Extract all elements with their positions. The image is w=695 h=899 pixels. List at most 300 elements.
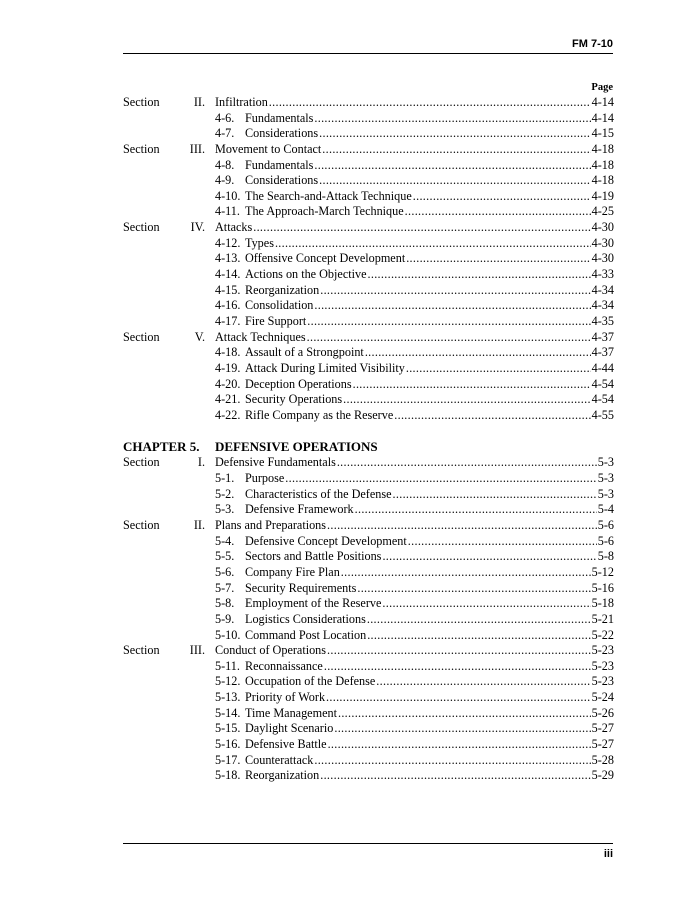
item-page: 5-26 bbox=[591, 705, 614, 720]
toc-item-row bbox=[123, 126, 614, 142]
item-entry bbox=[215, 158, 614, 174]
toc-item-row bbox=[123, 158, 614, 174]
item-number: 5-9. bbox=[215, 611, 235, 626]
item-title: Defensive Battle bbox=[245, 736, 327, 751]
section-page: 5-23 bbox=[591, 643, 614, 658]
item-page: 4-34 bbox=[591, 282, 614, 297]
item-entry bbox=[215, 612, 614, 628]
toc-item-row bbox=[123, 298, 614, 314]
footer-rule bbox=[123, 843, 613, 844]
item-page: 5-28 bbox=[591, 752, 614, 767]
item-page: 4-18 bbox=[591, 157, 614, 172]
dot-leader bbox=[275, 236, 591, 252]
item-title: Daylight Scenario bbox=[245, 721, 334, 736]
dot-leader bbox=[355, 502, 597, 518]
item-number: 5-17. bbox=[215, 752, 241, 767]
dot-leader bbox=[285, 471, 596, 487]
item-entry bbox=[215, 298, 614, 314]
dot-leader bbox=[353, 377, 591, 393]
item-number: 4-6. bbox=[215, 110, 235, 125]
table-of-contents bbox=[123, 95, 614, 784]
dot-leader bbox=[327, 643, 591, 659]
toc-item-row bbox=[123, 189, 614, 205]
item-entry bbox=[215, 204, 614, 220]
document-id: FM 7-10 bbox=[572, 38, 613, 50]
item-page: 4-33 bbox=[591, 267, 614, 282]
item-title: Rifle Company as the Reserve bbox=[245, 407, 394, 422]
dot-leader bbox=[320, 283, 590, 299]
item-entry bbox=[215, 487, 614, 503]
toc-item-row bbox=[123, 236, 614, 252]
item-entry bbox=[215, 314, 614, 330]
toc-item-row bbox=[123, 502, 614, 518]
dot-leader bbox=[367, 612, 591, 628]
item-text bbox=[215, 158, 313, 174]
item-number: 4-12. bbox=[215, 235, 241, 250]
item-entry bbox=[215, 111, 614, 127]
item-entry bbox=[215, 267, 614, 283]
item-title: Defensive Framework bbox=[245, 502, 354, 517]
item-entry bbox=[215, 596, 614, 612]
item-title: Defensive Concept Development bbox=[245, 533, 407, 548]
item-number: 4-19. bbox=[215, 360, 241, 375]
toc-section-row bbox=[123, 220, 614, 236]
item-entry bbox=[215, 189, 614, 205]
item-entry bbox=[215, 345, 614, 361]
section-page: 4-14 bbox=[591, 95, 614, 109]
item-text bbox=[215, 298, 313, 314]
section-label: Section bbox=[123, 455, 160, 470]
item-page: 5-29 bbox=[591, 768, 614, 783]
item-page: 4-18 bbox=[591, 173, 614, 188]
item-number: 4-13. bbox=[215, 251, 241, 266]
dot-leader bbox=[314, 298, 590, 314]
dot-leader bbox=[405, 204, 591, 220]
toc-section-row bbox=[123, 643, 614, 659]
section-page: 5-3 bbox=[597, 455, 614, 470]
toc-item-row bbox=[123, 377, 614, 393]
item-entry bbox=[215, 126, 614, 142]
item-text bbox=[215, 111, 313, 127]
section-entry bbox=[215, 220, 614, 236]
dot-leader bbox=[307, 314, 590, 330]
item-page: 5-4 bbox=[597, 502, 614, 517]
toc-item-row bbox=[123, 204, 614, 220]
dot-leader bbox=[376, 674, 590, 690]
toc-item-row bbox=[123, 690, 614, 706]
dot-leader bbox=[365, 345, 591, 361]
section-title: Plans and Preparations bbox=[215, 518, 327, 533]
toc-item-row bbox=[123, 471, 614, 487]
item-number: 5-13. bbox=[215, 690, 241, 705]
item-page: 5-21 bbox=[591, 611, 614, 626]
toc-section-row bbox=[123, 455, 614, 471]
chapter-spacer bbox=[123, 423, 614, 439]
page-column-heading: Page bbox=[591, 82, 613, 93]
dot-leader bbox=[382, 549, 596, 565]
chapter-title: DEFENSIVE OPERATIONS bbox=[215, 439, 378, 455]
dot-leader bbox=[337, 455, 597, 471]
section-number: III. bbox=[189, 141, 205, 156]
dot-leader bbox=[326, 690, 591, 706]
item-entry bbox=[215, 534, 614, 550]
item-page: 4-14 bbox=[591, 110, 614, 125]
toc-item-row bbox=[123, 581, 614, 597]
section-label: Section bbox=[123, 643, 160, 658]
dot-leader bbox=[320, 768, 590, 784]
item-text bbox=[215, 236, 274, 252]
item-text bbox=[215, 612, 366, 628]
item-title: Purpose bbox=[245, 471, 285, 486]
item-text bbox=[215, 565, 340, 581]
section-number: II. bbox=[193, 95, 205, 109]
toc-item-row bbox=[123, 314, 614, 330]
item-title: Considerations bbox=[245, 126, 319, 141]
toc-item-row bbox=[123, 674, 614, 690]
page-number: iii bbox=[603, 848, 613, 860]
item-text bbox=[215, 690, 325, 706]
item-entry bbox=[215, 377, 614, 393]
section-entry bbox=[215, 455, 614, 471]
item-number: 5-8. bbox=[215, 596, 235, 611]
toc-item-row bbox=[123, 267, 614, 283]
item-text bbox=[215, 377, 352, 393]
item-text bbox=[215, 659, 323, 675]
toc-item-row bbox=[123, 487, 614, 503]
item-title: Consolidation bbox=[245, 298, 314, 313]
item-title: Command Post Location bbox=[245, 627, 367, 642]
toc-item-row bbox=[123, 565, 614, 581]
item-page: 5-16 bbox=[591, 580, 614, 595]
section-label: Section bbox=[123, 220, 160, 235]
item-number: 4-22. bbox=[215, 407, 241, 422]
dot-leader bbox=[314, 158, 590, 174]
dot-leader bbox=[341, 565, 591, 581]
item-page: 4-15 bbox=[591, 126, 614, 141]
section-number: V. bbox=[194, 329, 205, 344]
dot-leader bbox=[338, 706, 591, 722]
item-title: Assault of a Strongpoint bbox=[245, 345, 364, 360]
item-text bbox=[215, 706, 337, 722]
section-entry bbox=[215, 643, 614, 659]
item-page: 4-37 bbox=[591, 345, 614, 360]
section-title: Infiltration bbox=[215, 95, 268, 109]
dot-leader bbox=[322, 142, 590, 158]
dot-leader bbox=[319, 126, 591, 142]
section-number: III. bbox=[189, 643, 205, 658]
item-number: 4-11. bbox=[215, 204, 240, 219]
dot-leader bbox=[314, 111, 590, 127]
dot-leader bbox=[393, 487, 597, 503]
section-entry bbox=[215, 95, 614, 111]
item-number: 4-10. bbox=[215, 188, 241, 203]
item-number: 5-15. bbox=[215, 721, 241, 736]
toc-item-row bbox=[123, 737, 614, 753]
item-number: 4-14. bbox=[215, 267, 241, 282]
item-title: Security Operations bbox=[245, 392, 343, 407]
item-title: Considerations bbox=[245, 173, 319, 188]
item-text bbox=[215, 204, 404, 220]
item-page: 5-22 bbox=[591, 627, 614, 642]
section-page: 4-37 bbox=[591, 329, 614, 344]
dot-leader bbox=[367, 628, 590, 644]
item-entry bbox=[215, 674, 614, 690]
item-title: Time Management bbox=[245, 705, 337, 720]
item-number: 5-18. bbox=[215, 768, 241, 783]
item-title: Reconnaissance bbox=[245, 658, 323, 673]
item-page: 5-8 bbox=[597, 549, 614, 564]
section-number: I. bbox=[197, 455, 205, 470]
item-page: 5-27 bbox=[591, 736, 614, 751]
item-page: 5-23 bbox=[591, 674, 614, 689]
toc-item-row bbox=[123, 706, 614, 722]
toc-item-row bbox=[123, 628, 614, 644]
item-number: 4-17. bbox=[215, 313, 241, 328]
item-text bbox=[215, 392, 342, 408]
item-number: 4-21. bbox=[215, 392, 241, 407]
dot-leader bbox=[269, 95, 591, 111]
item-number: 5-4. bbox=[215, 533, 235, 548]
item-page: 4-54 bbox=[591, 392, 614, 407]
toc-section-row bbox=[123, 330, 614, 346]
item-page: 4-25 bbox=[591, 204, 614, 219]
toc-item-row bbox=[123, 283, 614, 299]
item-text bbox=[215, 267, 367, 283]
item-text bbox=[215, 361, 405, 377]
item-text bbox=[215, 721, 333, 737]
item-text bbox=[215, 189, 412, 205]
item-entry bbox=[215, 173, 614, 189]
toc-section-row bbox=[123, 142, 614, 158]
item-entry bbox=[215, 768, 614, 784]
dot-leader bbox=[319, 173, 591, 189]
section-number: IV. bbox=[190, 220, 205, 235]
item-page: 4-44 bbox=[591, 360, 614, 375]
item-entry bbox=[215, 502, 614, 518]
toc-item-row bbox=[123, 549, 614, 565]
item-text bbox=[215, 534, 407, 550]
item-title: Attack During Limited Visibility bbox=[245, 360, 405, 375]
item-number: 4-20. bbox=[215, 376, 241, 391]
item-number: 5-16. bbox=[215, 736, 241, 751]
item-entry bbox=[215, 408, 614, 424]
item-page: 5-3 bbox=[597, 471, 614, 486]
item-entry bbox=[215, 628, 614, 644]
item-text bbox=[215, 471, 284, 487]
toc-item-row bbox=[123, 361, 614, 377]
toc-item-row bbox=[123, 596, 614, 612]
dot-leader bbox=[413, 189, 591, 205]
item-text bbox=[215, 549, 381, 565]
item-page: 5-12 bbox=[591, 564, 614, 579]
item-title: Occupation of the Defense bbox=[245, 674, 376, 689]
item-title: Security Requirements bbox=[245, 580, 357, 595]
section-title: Movement to Contact bbox=[215, 141, 322, 156]
item-page: 4-54 bbox=[591, 376, 614, 391]
dot-leader bbox=[357, 581, 590, 597]
item-number: 4-7. bbox=[215, 126, 235, 141]
toc-item-row bbox=[123, 345, 614, 361]
section-title: Attacks bbox=[215, 220, 253, 235]
toc-item-row bbox=[123, 408, 614, 424]
item-text bbox=[215, 251, 405, 267]
item-entry bbox=[215, 690, 614, 706]
section-page: 4-30 bbox=[591, 220, 614, 235]
item-entry bbox=[215, 737, 614, 753]
section-entry bbox=[215, 330, 614, 346]
item-entry bbox=[215, 251, 614, 267]
item-title: Deception Operations bbox=[245, 376, 352, 391]
item-entry bbox=[215, 549, 614, 565]
toc-item-row bbox=[123, 534, 614, 550]
item-number: 5-6. bbox=[215, 564, 235, 579]
item-title: Characteristics of the Defense bbox=[245, 486, 392, 501]
toc-item-row bbox=[123, 392, 614, 408]
chapter-heading bbox=[123, 439, 614, 455]
chapter-label: CHAPTER 5. bbox=[123, 439, 200, 455]
item-entry bbox=[215, 361, 614, 377]
item-title: Logistics Considerations bbox=[245, 611, 366, 626]
section-label: Section bbox=[123, 518, 160, 533]
section-title: Attack Techniques bbox=[215, 329, 306, 344]
item-page: 5-23 bbox=[591, 658, 614, 673]
section-label: Section bbox=[123, 141, 160, 156]
toc-item-row bbox=[123, 251, 614, 267]
item-number: 5-7. bbox=[215, 580, 235, 595]
item-number: 5-2. bbox=[215, 486, 235, 501]
section-title: Defensive Fundamentals bbox=[215, 455, 336, 470]
item-entry bbox=[215, 565, 614, 581]
item-page: 4-19 bbox=[591, 188, 614, 203]
item-text bbox=[215, 487, 392, 503]
item-number: 4-9. bbox=[215, 173, 235, 188]
dot-leader bbox=[253, 220, 590, 236]
toc-section-row bbox=[123, 518, 614, 534]
item-entry bbox=[215, 283, 614, 299]
toc-section-row bbox=[123, 95, 614, 111]
dot-leader bbox=[324, 659, 591, 675]
item-title: Reorganization bbox=[245, 282, 320, 297]
dot-leader bbox=[328, 737, 591, 753]
item-entry bbox=[215, 392, 614, 408]
item-number: 5-3. bbox=[215, 502, 235, 517]
section-title: Conduct of Operations bbox=[215, 643, 327, 658]
item-number: 4-15. bbox=[215, 282, 241, 297]
item-text bbox=[215, 674, 375, 690]
dot-leader bbox=[394, 408, 590, 424]
item-entry bbox=[215, 471, 614, 487]
item-text bbox=[215, 768, 319, 784]
item-number: 4-8. bbox=[215, 157, 235, 172]
item-page: 5-6 bbox=[597, 533, 614, 548]
item-text bbox=[215, 408, 393, 424]
item-title: Types bbox=[245, 235, 274, 250]
item-entry bbox=[215, 659, 614, 675]
dot-leader bbox=[408, 534, 597, 550]
toc-item-row bbox=[123, 173, 614, 189]
section-label: Section bbox=[123, 95, 160, 109]
item-number: 5-10. bbox=[215, 627, 241, 642]
item-text bbox=[215, 283, 319, 299]
item-entry bbox=[215, 581, 614, 597]
item-text bbox=[215, 173, 318, 189]
section-entry bbox=[215, 518, 614, 534]
item-title: Offensive Concept Development bbox=[245, 251, 406, 266]
item-text bbox=[215, 628, 366, 644]
item-text bbox=[215, 314, 306, 330]
item-page: 5-18 bbox=[591, 596, 614, 611]
item-title: Actions on the Objective bbox=[245, 267, 367, 282]
dot-leader bbox=[406, 361, 591, 377]
item-number: 4-16. bbox=[215, 298, 241, 313]
item-page: 4-30 bbox=[591, 235, 614, 250]
item-entry bbox=[215, 236, 614, 252]
item-number: 5-12. bbox=[215, 674, 241, 689]
item-number: 5-14. bbox=[215, 705, 241, 720]
dot-leader bbox=[368, 267, 591, 283]
dot-leader bbox=[406, 251, 590, 267]
item-text bbox=[215, 126, 318, 142]
item-number: 5-1. bbox=[215, 471, 235, 486]
header-rule bbox=[123, 53, 613, 54]
item-title: Reorganization bbox=[245, 768, 320, 783]
dot-leader bbox=[334, 721, 590, 737]
item-title: The Search-and-Attack Technique bbox=[245, 188, 412, 203]
item-page: 4-34 bbox=[591, 298, 614, 313]
item-page: 4-35 bbox=[591, 313, 614, 328]
item-title: Sectors and Battle Positions bbox=[245, 549, 382, 564]
item-page: 4-30 bbox=[591, 251, 614, 266]
item-title: Priority of Work bbox=[245, 690, 326, 705]
item-text bbox=[215, 581, 356, 597]
item-text bbox=[215, 345, 364, 361]
section-page: 5-6 bbox=[597, 518, 614, 533]
section-entry bbox=[215, 142, 614, 158]
item-title: Company Fire Plan bbox=[245, 564, 340, 579]
item-text bbox=[215, 737, 327, 753]
item-page: 5-3 bbox=[597, 486, 614, 501]
section-page: 4-18 bbox=[591, 141, 614, 156]
item-number: 5-11. bbox=[215, 658, 240, 673]
item-title: Employment of the Reserve bbox=[245, 596, 382, 611]
item-title: Fundamentals bbox=[245, 110, 314, 125]
item-page: 4-55 bbox=[591, 407, 614, 422]
toc-item-row bbox=[123, 753, 614, 769]
item-text bbox=[215, 502, 354, 518]
item-text bbox=[215, 753, 313, 769]
toc-item-row bbox=[123, 768, 614, 784]
item-page: 5-27 bbox=[591, 721, 614, 736]
item-title: Fire Support bbox=[245, 313, 307, 328]
item-number: 5-5. bbox=[215, 549, 235, 564]
section-number: II. bbox=[193, 518, 205, 533]
item-title: The Approach-March Technique bbox=[245, 204, 404, 219]
item-entry bbox=[215, 721, 614, 737]
dot-leader bbox=[327, 518, 597, 534]
toc-item-row bbox=[123, 721, 614, 737]
dot-leader bbox=[314, 753, 590, 769]
toc-item-row bbox=[123, 612, 614, 628]
item-entry bbox=[215, 706, 614, 722]
dot-leader bbox=[382, 596, 590, 612]
dot-leader bbox=[343, 392, 591, 408]
item-number: 4-18. bbox=[215, 345, 241, 360]
item-page: 5-24 bbox=[591, 690, 614, 705]
item-title: Counterattack bbox=[245, 752, 314, 767]
item-text bbox=[215, 596, 381, 612]
toc-item-row bbox=[123, 659, 614, 675]
item-title: Fundamentals bbox=[245, 157, 314, 172]
